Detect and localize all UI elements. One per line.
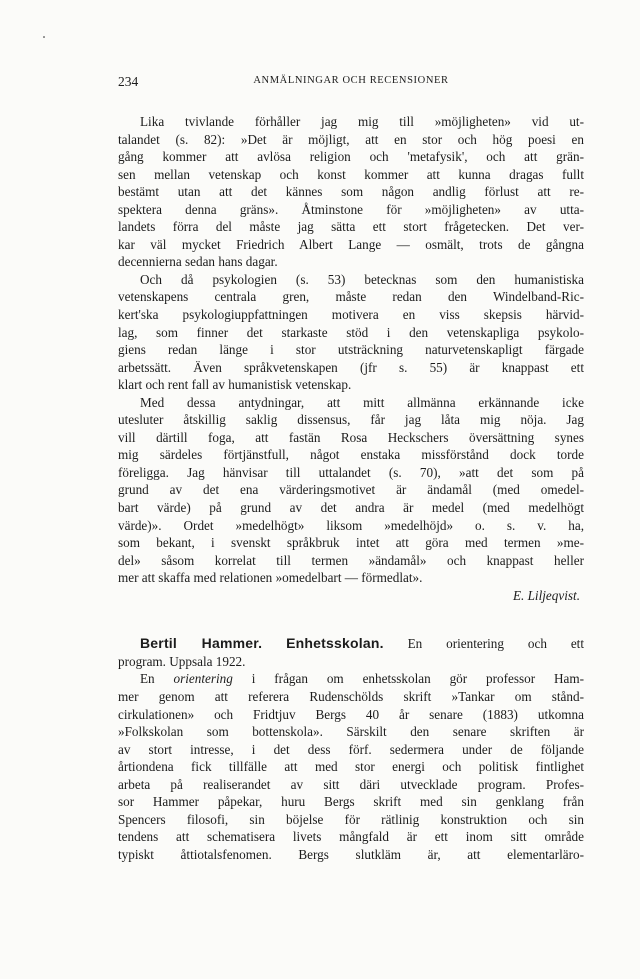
text-line: cirkulationen» och Fridtjuv Bergs 40 år senare (1883) utkomna [118, 706, 584, 722]
text-fragment: En [140, 671, 155, 687]
section-gap [118, 604, 584, 635]
text-line: sor Hammer påpekar, huru Bergs skrift med sin genklang från [118, 794, 584, 810]
text-line: bart värde) på grund av det andra är medel (med medelhögt [118, 500, 584, 516]
text-line: Med dessa antydningar, att mitt allmänna erkännande icke [140, 394, 584, 410]
italic-term: orientering [173, 671, 233, 687]
text-line: bestämt utan att det kännes som någon andlig förlust att re- [118, 184, 584, 200]
text-line: spektera denna gräns». Åtminstone för »möjligheten» av utta- [118, 201, 584, 217]
text-line: decennierna sedan hans dagar. [118, 254, 278, 270]
text-line: av stort intresse, i det dess förf. sedermera under de följande [118, 741, 584, 757]
text-line: lag, som finner det starkaste stöd i den vetenskapliga psykolo- [118, 324, 584, 340]
text-line: föreligga. Jag hänvisar till uttalandet (s. 70), »att det som på [118, 464, 584, 480]
book-subtitle: En orientering och ett [407, 636, 585, 652]
text-line: typiskt åttiotalsfenomen. Bergs slutkläm är, att elementarläro- [118, 846, 584, 862]
text-line: landets förra del måste jag sätta ett stort frågetecken. Det ver- [118, 219, 584, 235]
text-line: vetenskapens centrala gren, måste redan den Windelband-Ric- [118, 289, 584, 305]
text-line: som bekant, i svenskt språkbruk intet att göra med termen »me- [118, 535, 584, 551]
text-line: sen mellan vetenskap och konst kommer att kunna dragas fullt [118, 166, 584, 182]
text-line: klart och rent fall av humanistisk vetenskap. [118, 377, 352, 393]
text-fragment: i frågan om enhetsskolan gör professor Ham- [251, 671, 584, 687]
book-title: Enhetsskolan. [286, 635, 384, 652]
publication-info: program. Uppsala 1922. [118, 653, 246, 669]
speck [43, 36, 45, 38]
text-line: talandet (s. 82): »Det är möjligt, att en stor och hög poesi en [118, 131, 584, 147]
reviewer-signature: E. Liljeqvist. [512, 587, 580, 603]
text-line [118, 670, 584, 688]
text-line: Och då psykologien (s. 53) betecknas som den humanistiska [140, 271, 584, 287]
review-liljeqvist [118, 113, 584, 604]
text-line: »Folkskolan som bottenskola». Särskilt den senare skriften är [118, 724, 584, 740]
page-number: 234 [118, 74, 139, 89]
review-hammer [118, 635, 584, 863]
text-line: mig särdeles förtjänstfull, något enstaka missförstånd dock torde [118, 447, 584, 463]
text-line: Lika tvivlande förhåller jag mig till »möjligheten» vid ut- [140, 114, 584, 129]
running-title: ANMÄLNINGAR OCH RECENSIONER [253, 75, 449, 86]
text-line: vill därtill foga, att fastän Rosa Heckschers översättning synes [118, 429, 584, 445]
page-header [118, 74, 584, 92]
text-line: del» såsom korrelat till termen »ändamål» och knappast heller [118, 552, 584, 568]
text-line: giens redan länge i stor utsträckning naturvetenskapligt färgade [118, 342, 584, 358]
page [118, 74, 584, 863]
text-line: mer att skaffa med relationen »omedelbart — förmedlat». [118, 570, 423, 586]
text-line: mer genom att referera Rudenschölds skrift »Tankar om stånd- [118, 688, 584, 704]
text-line: grund av det ena värderingsmotivet är ändamål (med omedel- [118, 482, 584, 498]
text-line: gång kommer att avlösa religion och 'metafysik', och att grän- [118, 149, 584, 165]
text-line: arbeta på realiserandet av sitt däri utvecklade program. Profes- [118, 776, 584, 792]
page-body [118, 113, 584, 863]
book-author: Bertil Hammer. [140, 635, 263, 652]
text-line: tendens att schematisera livets mångfald är ett inom sitt område [118, 829, 584, 845]
text-line: årtiondena fick tillfälle att med stor energi och politisk fintlighet [118, 759, 584, 775]
review-heading [118, 635, 584, 653]
text-line: Spencers filosofi, sin böjelse för rätlinig konstruktion och sin [118, 811, 584, 827]
text-line: utesluter åtskillig saklig dissensus, får jag låta mig nöja. Jag [118, 412, 584, 428]
text-line: kar väl mycket Friedrich Albert Lange — osmält, trots de gångna [118, 236, 584, 252]
text-line: kert'ska psykologiuppfattningen motivera en viss skepsis härvid- [118, 307, 584, 323]
text-line: värde)». Ordet »medelhögt» liksom »medelhöjd» o. s. v. ha, [118, 517, 584, 533]
text-line: arbetssätt. Även språkvetenskapen (jfr s. 55) är knappast ett [118, 359, 584, 375]
